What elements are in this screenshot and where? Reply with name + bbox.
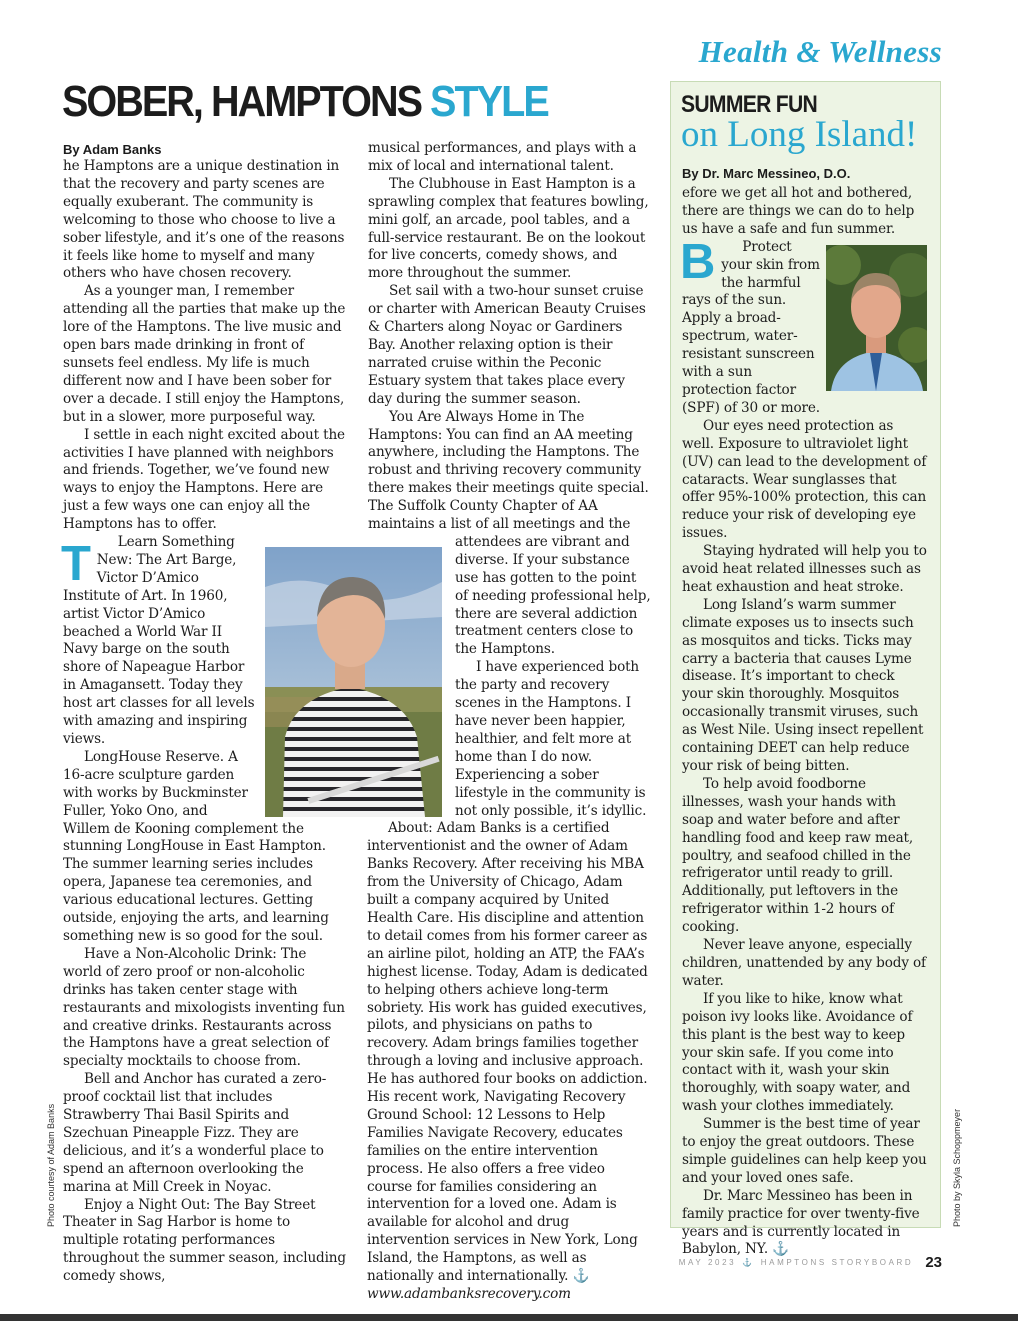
section-label: Health & Wellness [698, 34, 942, 69]
sidebar-paragraph: Staying hydrated will help you to avoid heat related illnesses such as heat exhaustion and heat stroke. [682, 543, 927, 595]
drop-cap: T [61, 537, 91, 591]
sidebar-paragraph: Summer is the best time of year to enjoy the great outdoors. These simple guidelines can help keep you and your loved ones safe. [682, 1116, 927, 1186]
page-number: 23 [925, 1254, 942, 1271]
article-paragraph: Learn Something New: The Art Barge, Victor D’Amico Institute of Art. In 1960, artist Victor D’Amico beached a World War II Navy barge on the south shore of Napeague Harbor in Amagansett. Today they host art classes for all levels with amazing and inspiring views. [63, 534, 255, 747]
sidebar-paragraph: Long Island’s warm summer climate exposes us to insects such as mosquitos and ticks. Ticks may carry a bacteria that causes Lyme disease. It’s important to check your skin thoroughly. Mosquitos occasionally transmit viruses, such as West Nile. Using insect repellent containing DEET can help reduce your risk of being bitten. [682, 596, 924, 774]
sidebar-paragraph: Our eyes need protection as well. Exposure to ultraviolet light (UV) can lead to the development of cataracts. Wear sunglasses that offer 95%-100% protection, this can reduce your risk of developing eye issues. [682, 417, 927, 542]
article-paragraph: Bell and Anchor has curated a zero-proof cocktail list that includes Strawberry Thai Basil Spirits and Szechuan Pineapple Fizz. They are delicious, and it’s a wonderful place to spend an afternoon overlooking the marina at Mill Creek in Noyac. [63, 1071, 327, 1195]
sidebar-title: on Long Island! [681, 114, 918, 155]
article-byline: By Adam Banks [63, 142, 162, 157]
website-link[interactable]: www.adambanksrecovery.com [367, 1286, 571, 1302]
footer-publication: HAMPTONS STORYBOARD [760, 1258, 914, 1267]
marc-messineo-portrait [826, 245, 927, 391]
headline-part1: SOBER, HAMPTONS [62, 77, 431, 126]
article-paragraph: LongHouse Reserve. A 16-acre sculpture garden with works by Buckminster Fuller, Yoko Ono, and Willem de Kooning complement the stunning LongHouse in East Hampton. The summer learning series includes opera, Japanese tea ceremonies, and various educational lectures. Getting outside, enjoying the arts, and learning something new is so good for the soul. [63, 748, 329, 944]
adam-banks-photo [265, 547, 442, 817]
article-paragraph: Have a Non-Alcoholic Drink: The world of zero proof or non-alcoholic drinks has taken center stage with restaurants and mixologists inventing fun and creative drinks. Restaurants across the Hamptons have a great selection of specialty mocktails to choose from. [63, 945, 345, 1070]
adam-banks-portrait [265, 547, 442, 817]
sidebar-kicker: SUMMER FUN [681, 91, 818, 118]
article-paragraph: musical performances, and plays with a mix of local and international talent. [368, 140, 637, 174]
headline-part2: STYLE [430, 77, 548, 126]
footer-month: MAY 2023 [678, 1258, 737, 1267]
article-paragraph: You Are Always Home in The Hamptons: You can find an AA meeting anywhere, including the Hamptons. The robust and thriving recovery community there makes their meetings quite special. The Suffolk County Chapter of AA maintains a list of all meetings and the attendees are vibrant and diverse. If your substance use has gotten to the point of needing professional help, there are several addiction treatment centers close to the Hamptons. [368, 408, 651, 658]
article-headline [62, 77, 548, 126]
article-paragraph: As a younger man, I remember attending all the parties that make up the lore of the Hamptons. The live music and open bars made drinking in front of sunsets feel endless. My life is much different now and I have been sober for over a decade. I still enjoy the Hamptons, but in a slower, more purposeful way. [63, 283, 346, 425]
sidebar-paragraph: To help avoid foodborne illnesses, wash your hands with soap and water before and after handling food and keep raw meat, poultry, and seafood chilled in the refrigerator until ready to grill. Additionally, put leftovers in the refrigerator within 1-2 hours of cooking. [682, 775, 914, 936]
sidebar-paragraph: Protect your skin from the harmful rays of the sun. Apply a broad-spectrum, water-resistant sunscreen with a sun protection factor (SPF) of 30 or more. [682, 238, 820, 416]
sidebar-byline: By Dr. Marc Messineo, D.O. [682, 166, 851, 181]
article-paragraph: I settle in each night excited about the activities I have planned with neighbors and friends. Together, we’ve found new ways to enjoy the Hamptons. Here are just a few ways one can enjoy all the Hamptons has to offer. [63, 426, 345, 533]
sidebar-paragraph: Never leave anyone, especially children, unattended by any body of water. [682, 937, 926, 989]
sidebar-paragraph: If you like to hike, know what poison ivy looks like. Avoidance of this plant is the best way to keep your skin safe. If you come into contact with it, wash your skin thoroughly, with soapy water, and wash your clothes immediately. [682, 990, 913, 1115]
article-paragraph: Enjoy a Night Out: The Bay Street Theater in Sag Harbor is home to multiple rotating performances throughout the summer season, including comedy shows, [63, 1196, 346, 1285]
anchor-icon: ⚓ [742, 1258, 755, 1267]
article-photo-credit: Photo courtesy of Adam Banks [46, 1103, 56, 1227]
article-paragraph: The Clubhouse in East Hampton is a sprawling complex that features bowling, mini golf, an arcade, pool tables, and a full-service restaurant. Be on the lookout for live concerts, comedy shows, and more throughout the summer. [368, 175, 649, 282]
article-paragraph: I have experienced both the party and recovery scenes in the Hamptons. I have never been happier, healthier, and felt more at home than I do now. Experiencing a sober lifestyle in the community is not only possible, it’s idyllic. [455, 659, 647, 819]
sidebar-paragraph: Dr. Marc Messineo has been in family practice for over twenty-five years and is currently located in Babylon, NY. ⚓ [682, 1187, 920, 1258]
sidebar-paragraph: B efore we get all hot and bothered, there are things we can do to help us have a safe and fun summer. [680, 185, 915, 289]
drop-cap: B [680, 235, 716, 289]
article-paragraph: About: Adam Banks is a certified interventionist and the owner of Adam Banks Recovery. After receiving his MBA from the University of Chicago, Adam built a company acquired by United Health Care. His discipline and attention to detail comes from his former career as an airline pilot, holding an ATP, the FAA’s highest license. Today, Adam is dedicated to helping others achieve long-term sobriety. His work has guided executives, pilots, and physicians on paths to recovery. Adam brings families together through a loving and inclusive approach. He has authored four books on addiction. His recent work, Navigating Recovery Ground School: 12 Lessons to Help Families Navigate Recovery, educates families on the entire intervention process. He also offers a free video course for families considering an intervention for a loved one. Adam is available for alcohol and drug intervention services in New York, Long Island, the Hamptons, as well as nationally and internationally. ⚓ [367, 820, 648, 1285]
article-paragraph: T he Hamptons are a unique destination in that the recovery and party scenes are equally exuberant. The community is welcoming to those who choose to live a sober lifestyle, and it’s one of the reasons it feels like home to myself and many others who have chosen recovery. [61, 158, 345, 591]
marc-messineo-photo [826, 245, 927, 391]
page-footer [679, 1254, 942, 1271]
bottom-bar [0, 1314, 1018, 1321]
article-paragraph: Set sail with a two-hour sunset cruise or charter with American Beauty Cruises & Charters along Noyac or Gardiners Bay. Another relaxing option is their narrated cruise within the Peconic Estuary system that takes place every day during the summer season. [368, 283, 646, 407]
sidebar-photo-credit: Photo by Skyla Schoppmeyer [952, 1108, 962, 1227]
